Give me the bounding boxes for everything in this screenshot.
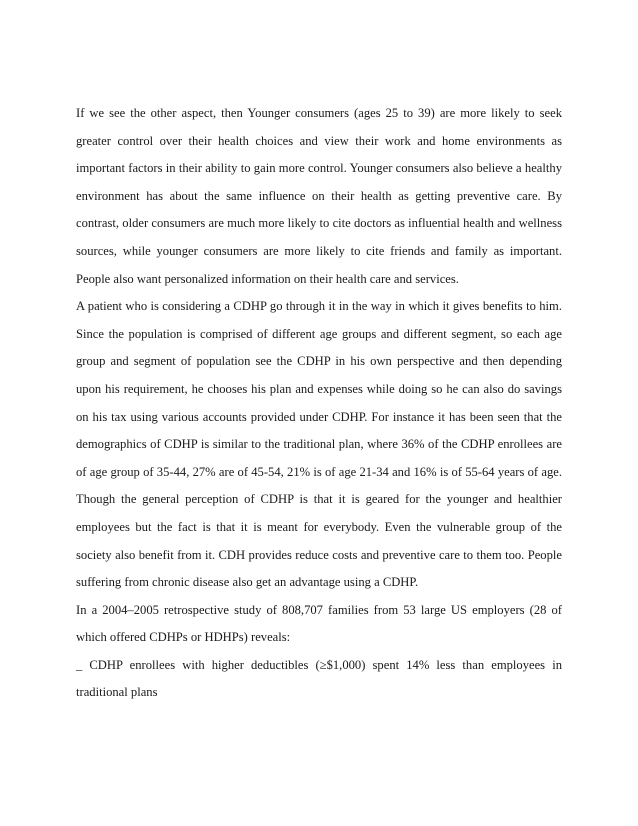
paragraph-retrospective-study: In a 2004–2005 retrospective study of 808,707 families from 53 large US employers (28 of which offered CDHPs or HDHPs) reveals: xyxy=(76,602,562,645)
paragraph-deductibles-finding: _ CDHP enrollees with higher deductibles (≥$1,000) spent 14% less than employees in traditional plans xyxy=(76,657,562,700)
body-text xyxy=(76,100,562,707)
paragraph-younger-consumers: If we see the other aspect, then Younger consumers (ages 25 to 39) are more likely to seek greater control over their health choices and view their work and home environments as important factors in their ability to gain more control. Younger consumers also believe a healthy environment has about the same influence on their health as getting preventive care. By contrast, older consumers are much more likely to cite doctors as influential health and wellness sources, while younger consumers are more likely to cite friends and family as important. People also want personalized information on their health care and services. xyxy=(76,106,562,286)
paragraph-cdhp-patient: A patient who is considering a CDHP go through it in the way in which it gives benefits to him. Since the population is comprised of different age groups and different segment, so each age group and segment of population see the CDHP in his own perspective and then depending upon his requirement, he chooses his plan and expenses while doing so he can also do savings on his tax using various accounts provided under CDHP. For instance it has been seen that the demographics of CDHP is similar to the traditional plan, where 36% of the CDHP enrollees are of age group of 35-44, 27% are of 45-54, 21% is of age 21-34 and 16% is of 55-64 years of age. Though the general perception of CDHP is that it is geared for the younger and healthier employees but the fact is that it is meant for everybody. Even the vulnerable group of the society also benefit from it. CDH provides reduce costs and preventive care to them too. People suffering from chronic disease also get an advantage using a CDHP. xyxy=(76,299,562,590)
